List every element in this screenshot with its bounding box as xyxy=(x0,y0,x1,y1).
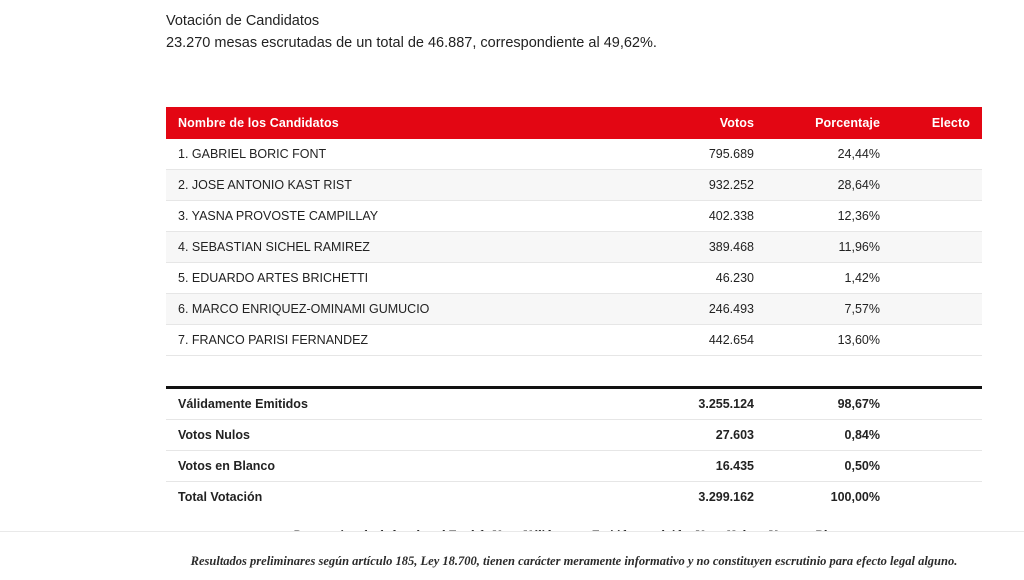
totals-label: Votos Nulos xyxy=(166,419,636,450)
totals-spacer xyxy=(892,481,982,512)
table-row xyxy=(166,262,982,293)
candidate-elected xyxy=(892,231,982,262)
table-row xyxy=(166,231,982,262)
candidate-name: 4. SEBASTIAN SICHEL RAMIREZ xyxy=(166,231,636,262)
totals-spacer xyxy=(892,450,982,481)
candidate-name: 2. JOSE ANTONIO KAST RIST xyxy=(166,169,636,200)
totals-percent: 100,00% xyxy=(830,489,880,504)
candidate-percent: 7,57% xyxy=(766,293,892,324)
totals-label: Total Votación xyxy=(178,489,263,504)
candidate-name: 7. FRANCO PARISI FERNANDEZ xyxy=(166,324,636,355)
candidate-percent: 28,64% xyxy=(766,169,892,200)
totals-spacer xyxy=(892,387,982,419)
candidate-percent: 11,96% xyxy=(766,231,892,262)
totals-percent: 0,84% xyxy=(766,419,892,450)
totals-row xyxy=(166,387,982,419)
totals-row xyxy=(166,481,982,512)
page-bottom-edge xyxy=(0,531,1024,548)
candidate-votes: 932.252 xyxy=(636,169,766,200)
page-title: Votación de Candidatos xyxy=(166,13,320,29)
column-header-name: Nombre de los Candidatos xyxy=(166,107,636,139)
candidate-votes: 46.230 xyxy=(636,262,766,293)
table-row xyxy=(166,324,982,355)
column-header-percent: Porcentaje xyxy=(766,107,892,139)
totals-percent: 0,50% xyxy=(766,450,892,481)
candidate-elected xyxy=(892,169,982,200)
candidate-percent: 12,36% xyxy=(766,200,892,231)
candidate-votes: 389.468 xyxy=(636,231,766,262)
candidate-name: 1. GABRIEL BORIC FONT xyxy=(166,139,636,170)
column-header-votes: Votos xyxy=(636,107,766,139)
candidate-votes: 795.689 xyxy=(636,139,766,170)
candidate-elected xyxy=(892,139,982,170)
candidate-elected xyxy=(892,293,982,324)
left-margin xyxy=(0,0,166,547)
totals-row xyxy=(166,450,982,481)
totals-label: Votos en Blanco xyxy=(166,450,636,481)
totals-votes: 16.435 xyxy=(636,450,766,481)
table-row xyxy=(166,200,982,231)
candidate-elected xyxy=(892,200,982,231)
candidate-elected xyxy=(892,324,982,355)
table-row xyxy=(166,169,982,200)
candidate-votes: 402.338 xyxy=(636,200,766,231)
totals-votes: 3.255.124 xyxy=(636,387,766,419)
totals-row xyxy=(166,419,982,450)
table-row xyxy=(166,293,982,324)
candidate-elected xyxy=(892,262,982,293)
table-header-row xyxy=(166,107,982,139)
candidate-name: 5. EDUARDO ARTES BRICHETTI xyxy=(166,262,636,293)
table-row xyxy=(166,139,982,170)
candidate-votes: 442.654 xyxy=(636,324,766,355)
totals-table xyxy=(166,386,982,512)
footnote-legal: Resultados preliminares según artículo 185, Ley 18.700, tienen carácter meramente informativo y no constituyen escrutinio para efecto legal alguno. xyxy=(190,553,958,568)
candidates-table xyxy=(166,107,982,356)
candidate-percent: 24,44% xyxy=(766,139,892,170)
totals-votes: 27.603 xyxy=(636,419,766,450)
totals-percent: 98,67% xyxy=(766,387,892,419)
page-heading xyxy=(166,0,982,55)
candidate-name: 3. YASNA PROVOSTE CAMPILLAY xyxy=(166,200,636,231)
results-content xyxy=(166,0,982,580)
candidate-votes: 246.493 xyxy=(636,293,766,324)
totals-votes: 3.299.162 xyxy=(698,489,754,504)
candidate-name: 6. MARCO ENRIQUEZ-OMINAMI GUMUCIO xyxy=(166,293,636,324)
totals-label: Válidamente Emitidos xyxy=(166,387,636,419)
right-margin xyxy=(982,0,1024,547)
totals-spacer xyxy=(892,419,982,450)
column-header-elected: Electo xyxy=(892,107,982,139)
page-subtitle: 23.270 mesas escrutadas de un total de 46.887, correspondiente al 49,62%. xyxy=(166,35,657,52)
candidate-percent: 1,42% xyxy=(766,262,892,293)
candidate-percent: 13,60% xyxy=(766,324,892,355)
